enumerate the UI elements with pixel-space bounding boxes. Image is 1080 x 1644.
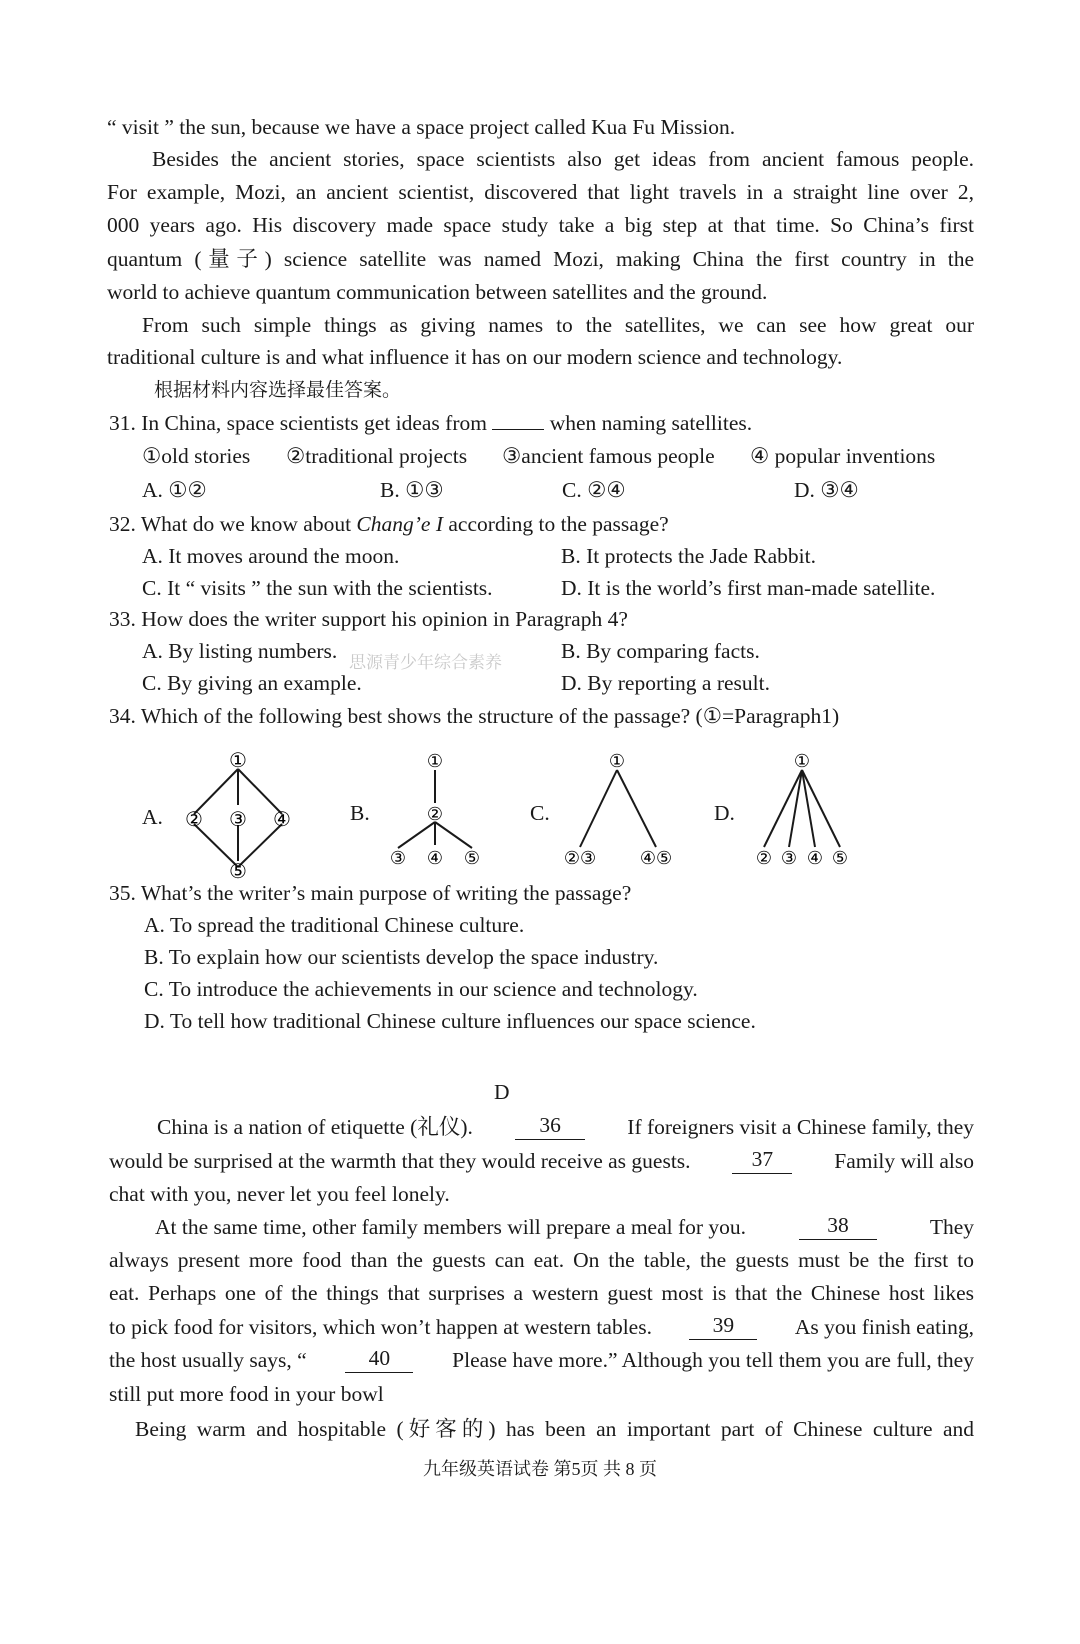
question-stem: In China, space scientists get ideas from [141,411,487,435]
question-number: 35. [109,881,136,905]
node-paragraph: ③ [389,848,407,869]
passage-line: 000 years ago. His discovery made space study take a big step at that time. So China’s first [107,213,974,237]
node-paragraph: ⑤ [831,848,849,869]
paragraph-line [109,1347,974,1373]
page-footer: 九年级英语试卷 第5页 共 8 页 [423,1459,657,1479]
node-paragraph: ② [185,807,203,831]
node-paragraph: ④ [273,807,291,831]
q31-item: ①old stories [142,444,251,468]
structure-diagram-b [380,750,490,870]
passage-line: “ visit ” the sun, because we have a space project called Kua Fu Mission. [107,115,736,139]
passage-text: to pick food for visitors, which won’t happen at western tables. [109,1315,652,1339]
question-stem: How does the writer support his opinion in Paragraph 4? [141,607,628,631]
passage-line: Besides the ancient stories, space scientists also get ideas from ancient famous people. [152,147,974,171]
question-stem: according to the passage? [448,512,669,536]
structure-diagram-d [745,750,855,870]
passage-line: For example, Mozi, an ancient scientist, discovered that light travels in a straight line over 2, [107,180,974,204]
q31-option-c[interactable]: C. ②④ [562,478,626,502]
q31-option-d[interactable]: D. ③④ [794,478,859,502]
passage-text: Family will also [834,1149,974,1173]
q31-item: ③ancient famous people [502,444,715,468]
q32-option-c[interactable]: C. It “ visits ” the sun with the scientists. [142,576,493,600]
q33-option-d[interactable]: D. By reporting a result. [561,671,770,695]
passage-text: China is a nation of etiquette (礼仪). [157,1115,473,1139]
structure-diagram-a [170,748,310,883]
paragraph-line [155,1214,974,1240]
node-paragraph: ④ [806,848,824,869]
q31-option-a[interactable]: A. ①② [142,478,207,502]
paragraph-line: eat. Perhaps one of the things that surprises a western guest most is that the Chinese host likes [109,1281,974,1305]
paragraph-line: chat with you, never let you feel lonely. [109,1182,450,1206]
paragraph-line [109,1148,974,1174]
instruction: 根据材料内容选择最佳答案。 [154,379,402,401]
q34-option-a-label[interactable]: A. [142,805,163,829]
paragraph-line [157,1114,974,1140]
answer-blank[interactable] [492,429,544,430]
node-paragraph: ③ [229,807,247,831]
question-stem: Which of the following best shows the structure of the passage? (①=Paragraph1) [140,704,840,728]
q33-option-a[interactable]: A. By listing numbers. [142,639,338,663]
node-paragraph: ④⑤ [639,848,673,869]
paragraph-line [109,1314,974,1340]
satellite-name: Chang’e I [356,512,443,536]
q34-option-b-label[interactable]: B. [350,801,370,825]
q31-option-b[interactable]: B. ①③ [380,478,444,502]
q34-option-c-label[interactable]: C. [530,801,550,825]
q31-item: ④ popular inventions [750,444,936,468]
node-paragraph: ② [755,848,773,869]
passage-text: As you finish eating, [794,1315,974,1339]
q32-option-d[interactable]: D. It is the world’s first man-made satellite. [561,576,936,600]
question-31 [109,410,752,436]
question-number: 33. [109,607,136,631]
blank-39[interactable]: 39 [689,1314,757,1340]
diagram-lines [580,770,656,847]
passage-line: From such simple things as giving names to the satellites, we can see how great our [142,313,974,337]
node-paragraph: ⑤ [229,859,247,883]
q33-option-b[interactable]: B. By comparing facts. [561,639,760,663]
passage-text: Please have more.” Although you tell them you are full, they [452,1348,974,1372]
q33-option-c[interactable]: C. By giving an example. [142,671,362,695]
question-number: 32. [109,512,136,536]
question-stem: when naming satellites. [549,411,753,435]
q35-option-b[interactable]: B. To explain how our scientists develop the space industry. [144,945,659,969]
watermark: 思源青少年综合素养 [349,653,502,673]
structure-diagram-c [560,750,680,870]
q35-option-d[interactable]: D. To tell how traditional Chinese culture influences our space science. [144,1009,756,1033]
blank-37[interactable]: 37 [732,1148,792,1174]
passage-line: quantum (量子) science satellite was named Mozi, making China the first country in the [107,247,974,271]
passage-text: If foreigners visit a Chinese family, they [627,1115,974,1139]
node-paragraph: ③ [780,848,798,869]
passage-text: would be surprised at the warmth that they would receive as guests. [109,1149,691,1173]
q32-option-a[interactable]: A. It moves around the moon. [142,544,400,568]
node-paragraph: ⑤ [463,848,481,869]
blank-36[interactable]: 36 [515,1114,585,1140]
node-paragraph: ②③ [563,848,597,869]
passage-line: world to achieve quantum communication between satellites and the ground. [107,280,768,304]
question-33 [109,606,628,632]
node-paragraph: ① [229,748,247,772]
q31-item: ②traditional projects [286,444,468,468]
passage-text: They [929,1215,974,1239]
passage-text: the host usually says, “ [109,1348,307,1372]
q34-option-d-label[interactable]: D. [714,801,735,825]
q35-option-c[interactable]: C. To introduce the achievements in our science and technology. [144,977,698,1001]
passage-line: traditional culture is and what influence it has on our modern science and technology. [107,345,843,369]
question-32 [109,511,669,537]
question-stem: What’s the writer’s main purpose of writing the passage? [140,881,632,905]
section-heading: D [494,1080,510,1104]
blank-40[interactable]: 40 [345,1347,413,1373]
question-number: 31. [109,411,136,435]
question-34 [109,703,839,729]
question-number: 34. [109,704,136,728]
question-35 [109,880,631,906]
node-paragraph: ① [793,751,811,772]
paragraph-line: still put more food in your bowl [109,1382,384,1406]
node-paragraph: ② [426,804,444,825]
paragraph-line: Being warm and hospitable (好客的) has been an important part of Chinese culture and [135,1417,974,1441]
question-stem: What do we know about [140,512,352,536]
node-paragraph: ④ [426,848,444,869]
passage-text: At the same time, other family members will prepare a meal for you. [155,1215,747,1239]
q35-option-a[interactable]: A. To spread the traditional Chinese culture. [144,913,525,937]
node-paragraph: ① [426,751,444,772]
diagram-lines [764,770,840,847]
blank-38[interactable]: 38 [799,1214,877,1240]
paragraph-line: always present more food than the guests can eat. On the table, the guests must be the first to [109,1248,974,1272]
node-paragraph: ① [608,751,626,772]
q32-option-b[interactable]: B. It protects the Jade Rabbit. [561,544,816,568]
